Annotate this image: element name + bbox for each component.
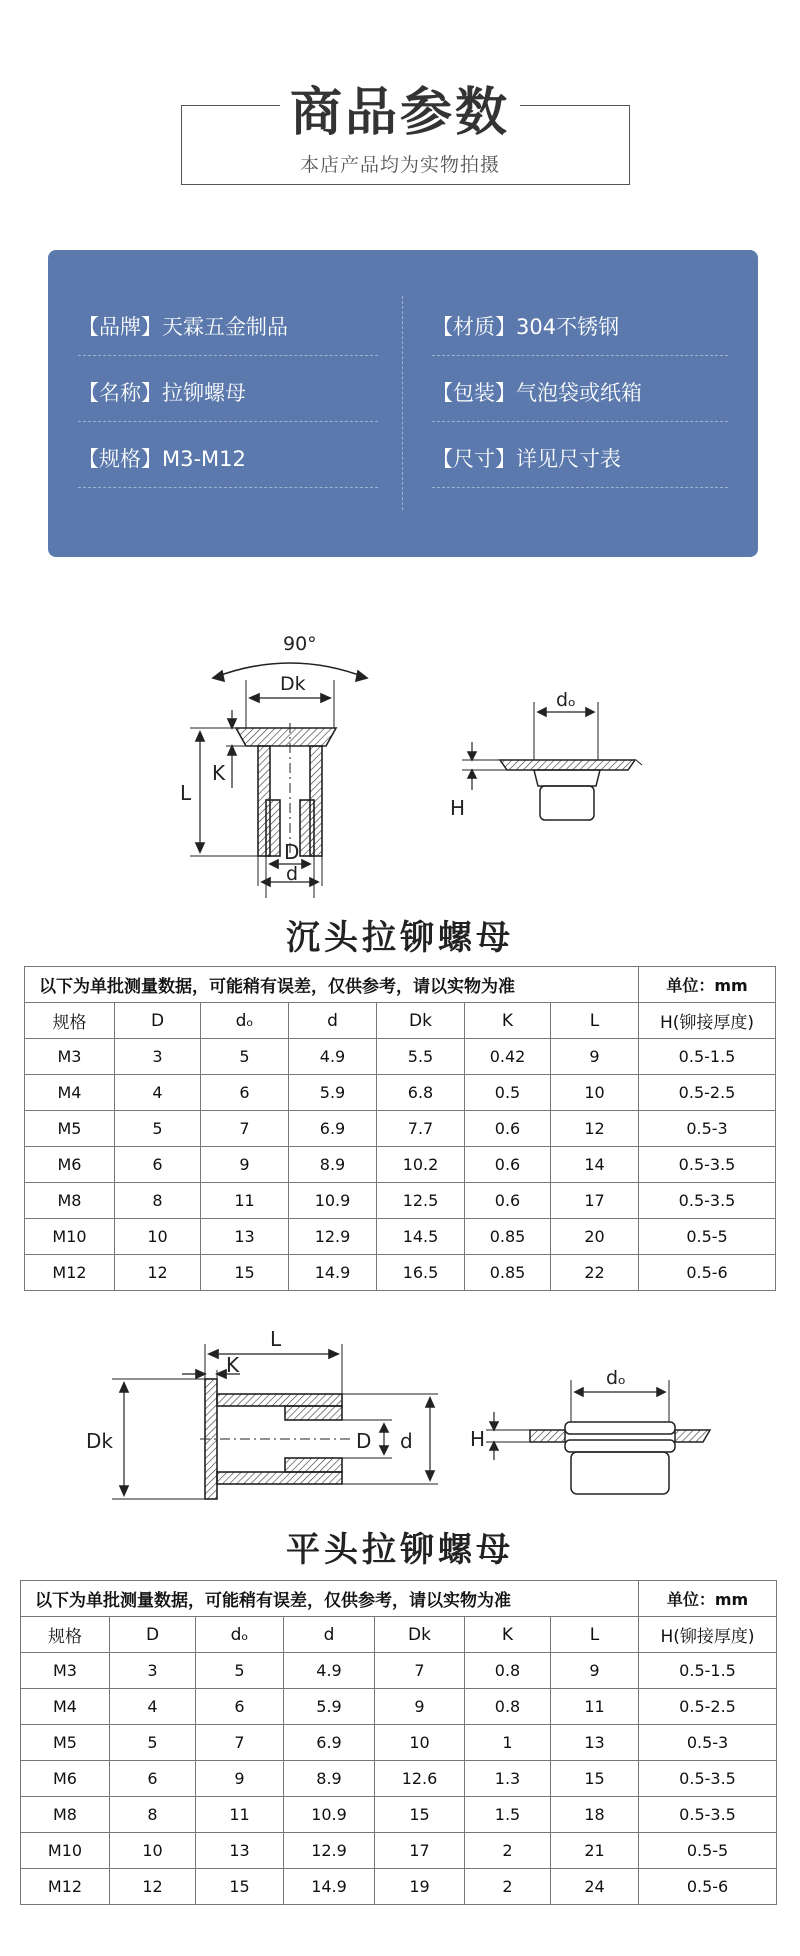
table-cell: M4 [25, 1075, 115, 1111]
table-cell: 0.5-5 [639, 1219, 776, 1255]
table-cell: 0.5-3.5 [639, 1761, 777, 1797]
flat-head-nut-drawing [0, 1324, 800, 1524]
table-cell: 4 [115, 1075, 201, 1111]
table-unit: 单位：mm [639, 1581, 777, 1617]
section2-title: 平头拉铆螺母 [286, 1530, 514, 1570]
table-cell: 5 [196, 1653, 284, 1689]
table-cell: 9 [551, 1039, 639, 1075]
table-cell: 8 [110, 1797, 196, 1833]
table-cell: 10.9 [284, 1797, 375, 1833]
param-spec-label: 【规格】 [78, 447, 162, 471]
col-header: d [284, 1617, 375, 1653]
table-cell: M12 [21, 1869, 110, 1905]
section1-rows [25, 1039, 776, 1291]
table-cell: 7 [201, 1111, 289, 1147]
page-subtitle: 本店产品均为实物拍摄 [299, 154, 500, 176]
param-brand [78, 308, 378, 356]
table-row [21, 1833, 777, 1869]
table-cell: 0.6 [465, 1111, 551, 1147]
table-header-row [21, 1617, 777, 1653]
table-cell: 7.7 [377, 1111, 465, 1147]
table-cell: 18 [551, 1797, 639, 1833]
table-cell: 5.5 [377, 1039, 465, 1075]
table-cell: 0.6 [465, 1147, 551, 1183]
param-material [432, 308, 728, 356]
table-cell: 6.8 [377, 1075, 465, 1111]
table-unit: 单位：mm [639, 967, 776, 1003]
table-note-row [25, 967, 776, 1003]
angle-label: 90° [283, 633, 317, 655]
col-header: D [110, 1617, 196, 1653]
section1-table [24, 966, 776, 1291]
d0-label: dₒ [556, 689, 576, 711]
table-cell: 0.5-3.5 [639, 1797, 777, 1833]
section2-rows [21, 1653, 777, 1905]
table-cell: 0.5-5 [639, 1833, 777, 1869]
d-lower-label: d [286, 863, 299, 885]
table-row [25, 1255, 776, 1291]
table-cell: 13 [201, 1219, 289, 1255]
table-cell: 2 [465, 1869, 551, 1905]
k-label: K [212, 761, 226, 785]
table-note-row [21, 1581, 777, 1617]
table-cell: 6.9 [289, 1111, 377, 1147]
table-cell: M3 [25, 1039, 115, 1075]
table-cell: 14 [551, 1147, 639, 1183]
table-cell: 17 [551, 1183, 639, 1219]
table-cell: 12 [551, 1111, 639, 1147]
col-header: K [465, 1003, 551, 1039]
table-cell: 14.5 [377, 1219, 465, 1255]
param-brand-label: 【品牌】 [78, 315, 162, 339]
table-cell: M6 [25, 1147, 115, 1183]
table-cell: 9 [551, 1653, 639, 1689]
table-row [25, 1219, 776, 1255]
param-material-label: 【材质】 [432, 315, 516, 339]
table-cell: 0.5-1.5 [639, 1039, 776, 1075]
table-cell: 12 [110, 1869, 196, 1905]
table-cell: 4.9 [289, 1039, 377, 1075]
col-header: D [115, 1003, 201, 1039]
table-cell: 0.5-3 [639, 1111, 776, 1147]
table-cell: 11 [201, 1183, 289, 1219]
table-cell: 15 [201, 1255, 289, 1291]
table-cell: 1 [465, 1725, 551, 1761]
table-cell: 9 [375, 1689, 465, 1725]
param-packaging-label: 【包装】 [432, 381, 516, 405]
table-cell: 8.9 [289, 1147, 377, 1183]
table-cell: 21 [551, 1833, 639, 1869]
table-cell: 19 [375, 1869, 465, 1905]
col-header: 规格 [21, 1617, 110, 1653]
table-cell: 12.5 [377, 1183, 465, 1219]
params-divider [402, 296, 403, 510]
table-cell: 14.9 [289, 1255, 377, 1291]
table-cell: 2 [465, 1833, 551, 1869]
table-cell: 5 [201, 1039, 289, 1075]
table-cell: 0.85 [465, 1255, 551, 1291]
table-cell: 12 [115, 1255, 201, 1291]
table-cell: 11 [196, 1797, 284, 1833]
dk-label-2: Dk [86, 1429, 113, 1453]
page-title [0, 70, 800, 145]
param-packaging-value: 气泡袋或纸箱 [516, 381, 642, 405]
dk-label: Dk [280, 673, 306, 695]
table-cell: 7 [375, 1653, 465, 1689]
table-cell: 16.5 [377, 1255, 465, 1291]
table-row [21, 1869, 777, 1905]
table-header-row [25, 1003, 776, 1039]
table-cell: 0.5-2.5 [639, 1075, 776, 1111]
table-cell: M8 [25, 1183, 115, 1219]
d-upper-label: D [284, 840, 300, 864]
table-cell: M4 [21, 1689, 110, 1725]
table-cell: 0.5-6 [639, 1255, 776, 1291]
table-cell: 10 [375, 1725, 465, 1761]
table-cell: M6 [21, 1761, 110, 1797]
params-card [48, 250, 758, 557]
table-cell: 0.5-2.5 [639, 1689, 777, 1725]
table-cell: 14.9 [284, 1869, 375, 1905]
table-cell: 20 [551, 1219, 639, 1255]
table-row [25, 1147, 776, 1183]
table-cell: M8 [21, 1797, 110, 1833]
col-header: 规格 [25, 1003, 115, 1039]
param-name-value: 拉铆螺母 [162, 381, 246, 405]
param-size-label: 【尺寸】 [432, 447, 516, 471]
table-cell: 5.9 [284, 1689, 375, 1725]
table-cell: 13 [196, 1833, 284, 1869]
table-cell: 6 [196, 1689, 284, 1725]
table-cell: 10 [551, 1075, 639, 1111]
table-cell: M3 [21, 1653, 110, 1689]
table-cell: 6 [115, 1147, 201, 1183]
col-header: L [551, 1003, 639, 1039]
h-label: H [450, 796, 466, 820]
table-cell: 3 [115, 1039, 201, 1075]
col-header: d [289, 1003, 377, 1039]
table-cell: 15 [196, 1869, 284, 1905]
table-cell: 6 [201, 1075, 289, 1111]
table-row [21, 1761, 777, 1797]
table-cell: 1.3 [465, 1761, 551, 1797]
table-cell: 0.5-3.5 [639, 1183, 776, 1219]
table-row [21, 1725, 777, 1761]
col-header: Dk [375, 1617, 465, 1653]
table-cell: 12.9 [289, 1219, 377, 1255]
countersunk-nut-drawing [0, 628, 800, 898]
param-size-value: 详见尺寸表 [516, 447, 621, 471]
table-cell: 13 [551, 1725, 639, 1761]
table-cell: 5 [115, 1111, 201, 1147]
table-cell: 15 [375, 1797, 465, 1833]
param-name-label: 【名称】 [78, 381, 162, 405]
table-cell: 0.5-6 [639, 1869, 777, 1905]
k-label-2: K [226, 1353, 240, 1377]
col-header: H(铆接厚度) [639, 1003, 776, 1039]
param-size [432, 440, 728, 488]
table-cell: 6 [110, 1761, 196, 1797]
table-cell: 17 [375, 1833, 465, 1869]
table-row [21, 1797, 777, 1833]
table-cell: 10 [115, 1219, 201, 1255]
table-cell: 0.8 [465, 1689, 551, 1725]
table-cell: 0.5-3 [639, 1725, 777, 1761]
table-cell: 1.5 [465, 1797, 551, 1833]
table-cell: 10 [110, 1833, 196, 1869]
table-note: 以下为单批测量数据，可能稍有误差，仅供参考，请以实物为准 [21, 1581, 639, 1617]
table-row [25, 1075, 776, 1111]
table-cell: M5 [21, 1725, 110, 1761]
param-spec [78, 440, 378, 488]
table-cell: 7 [196, 1725, 284, 1761]
table-cell: 0.5-3.5 [639, 1147, 776, 1183]
table-cell: 10.2 [377, 1147, 465, 1183]
table-cell: M12 [25, 1255, 115, 1291]
col-header: Dk [377, 1003, 465, 1039]
col-header: dₒ [196, 1617, 284, 1653]
table-cell: 5 [110, 1725, 196, 1761]
col-header: dₒ [201, 1003, 289, 1039]
table-cell: 0.8 [465, 1653, 551, 1689]
table-row [25, 1039, 776, 1075]
table-row [21, 1653, 777, 1689]
d-lower-label-2: d [400, 1429, 413, 1453]
l-label: L [180, 781, 192, 805]
param-brand-value: 天霖五金制品 [162, 315, 288, 339]
table-cell: 24 [551, 1869, 639, 1905]
param-name [78, 374, 378, 422]
table-cell: 8.9 [284, 1761, 375, 1797]
table-cell: 8 [115, 1183, 201, 1219]
col-header: H(铆接厚度) [639, 1617, 777, 1653]
table-note: 以下为单批测量数据，可能稍有误差，仅供参考，请以实物为准 [25, 967, 639, 1003]
table-cell: 22 [551, 1255, 639, 1291]
table-cell: 9 [201, 1147, 289, 1183]
table-cell: 4 [110, 1689, 196, 1725]
param-spec-value: M3-M12 [162, 447, 246, 471]
table-cell: 10.9 [289, 1183, 377, 1219]
table-row [25, 1111, 776, 1147]
table-cell: 9 [196, 1761, 284, 1797]
table-cell: 0.85 [465, 1219, 551, 1255]
table-row [21, 1689, 777, 1725]
table-cell: 0.6 [465, 1183, 551, 1219]
table-cell: 0.5-1.5 [639, 1653, 777, 1689]
table-cell: 12.6 [375, 1761, 465, 1797]
param-packaging [432, 374, 728, 422]
table-cell: 0.42 [465, 1039, 551, 1075]
table-cell: 12.9 [284, 1833, 375, 1869]
section2-table [20, 1580, 777, 1905]
table-cell: 3 [110, 1653, 196, 1689]
l-label-2: L [270, 1327, 282, 1351]
table-row [25, 1183, 776, 1219]
table-cell: 6.9 [284, 1725, 375, 1761]
d-upper-label-2: D [356, 1429, 372, 1453]
col-header: L [551, 1617, 639, 1653]
table-cell: 5.9 [289, 1075, 377, 1111]
table-cell: 0.5 [465, 1075, 551, 1111]
table-cell: M10 [21, 1833, 110, 1869]
h-label-2: H [470, 1427, 486, 1451]
page-title-text: 商品参数 [280, 83, 520, 143]
table-cell: 11 [551, 1689, 639, 1725]
param-material-value: 304不锈钢 [516, 315, 620, 339]
table-cell: M10 [25, 1219, 115, 1255]
section1-title: 沉头拉铆螺母 [286, 918, 514, 958]
table-cell: 15 [551, 1761, 639, 1797]
table-cell: M5 [25, 1111, 115, 1147]
d0-label-2: dₒ [606, 1367, 626, 1389]
col-header: K [465, 1617, 551, 1653]
table-cell: 4.9 [284, 1653, 375, 1689]
